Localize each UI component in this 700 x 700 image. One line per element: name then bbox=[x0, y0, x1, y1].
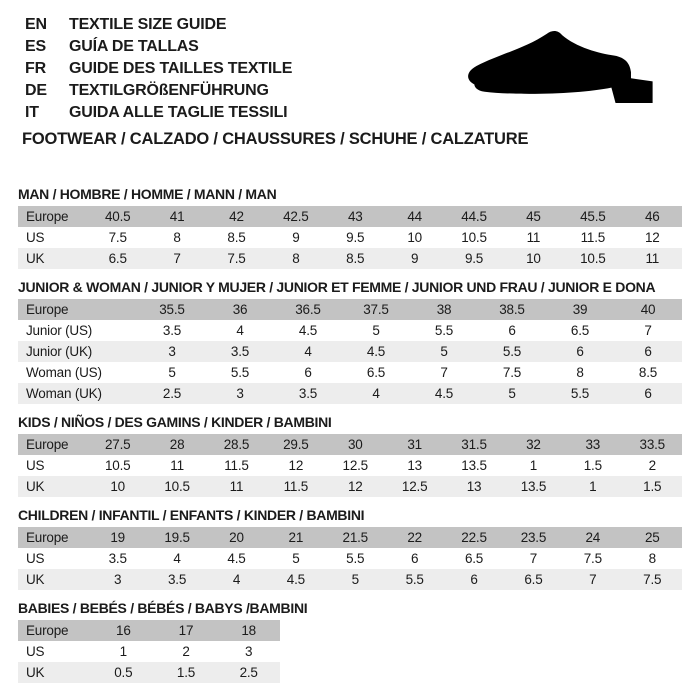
size-cell: 19.5 bbox=[164, 530, 190, 545]
row-label: Woman (US) bbox=[26, 365, 102, 380]
size-cell: 2 bbox=[648, 458, 656, 473]
size-cell: 8 bbox=[292, 251, 300, 266]
size-cell: 3 bbox=[168, 344, 176, 359]
size-cell: 18 bbox=[241, 623, 256, 638]
size-cell: 19 bbox=[110, 530, 125, 545]
section-title: BABIES / BEBÉS / BÉBÉS / BABYS /BAMBINI bbox=[18, 600, 308, 616]
row-label: Woman (UK) bbox=[26, 386, 102, 401]
size-cell: 22.5 bbox=[461, 530, 487, 545]
size-cell: 31 bbox=[407, 437, 422, 452]
row-label: Europe bbox=[26, 302, 69, 317]
size-cell: 3.5 bbox=[230, 344, 250, 359]
size-table-row bbox=[18, 476, 682, 497]
size-cell: 10.5 bbox=[104, 458, 131, 473]
size-cell: 8 bbox=[648, 551, 656, 566]
size-cell: 17 bbox=[178, 623, 194, 638]
size-cell: 6.5 bbox=[524, 572, 543, 587]
size-cell: 7.5 bbox=[583, 551, 602, 566]
size-table-row bbox=[18, 362, 682, 383]
size-cell: 16 bbox=[116, 623, 131, 638]
size-cell: 33 bbox=[585, 437, 601, 452]
size-table-header-row bbox=[18, 527, 682, 548]
size-cell: 37.5 bbox=[363, 302, 389, 317]
size-cell: 2 bbox=[182, 644, 190, 659]
size-cell: 6.5 bbox=[108, 251, 127, 266]
size-cell: 11 bbox=[229, 479, 244, 494]
row-label: UK bbox=[26, 251, 45, 266]
size-cell: 4.5 bbox=[286, 572, 305, 587]
size-cell: 11.5 bbox=[283, 479, 309, 494]
size-cell: 28 bbox=[169, 437, 185, 452]
size-table-row bbox=[18, 569, 682, 590]
size-cell: 7 bbox=[529, 551, 538, 566]
row-label: Europe bbox=[26, 437, 69, 452]
size-cell: 6 bbox=[644, 344, 652, 359]
size-cell: 44.5 bbox=[461, 209, 487, 224]
size-cell: 46 bbox=[644, 209, 660, 224]
size-cell: 33.5 bbox=[639, 437, 665, 452]
size-cell: 5.5 bbox=[570, 386, 590, 401]
size-cell: 9.5 bbox=[464, 251, 484, 266]
size-cell: 7 bbox=[440, 365, 448, 380]
size-cell: 1.5 bbox=[583, 458, 602, 473]
row-label: UK bbox=[26, 665, 45, 680]
size-table-header-row bbox=[18, 206, 682, 227]
size-cell: 10.5 bbox=[580, 251, 606, 266]
language-title: TEXTILGRÖßENFÜHRUNG bbox=[69, 82, 269, 99]
size-cell: 29.5 bbox=[283, 437, 309, 452]
row-label: US bbox=[26, 458, 45, 473]
size-cell: 0.5 bbox=[114, 665, 133, 680]
row-label: US bbox=[26, 230, 45, 245]
row-label: UK bbox=[26, 572, 45, 587]
language-title: GUÍA DE TALLAS bbox=[69, 38, 199, 55]
size-table-header-row bbox=[18, 434, 682, 455]
language-code: EN bbox=[25, 16, 47, 33]
size-cell: 40 bbox=[640, 302, 656, 317]
size-cell: 4 bbox=[232, 572, 241, 587]
size-cell: 4.5 bbox=[227, 551, 246, 566]
size-cell: 24 bbox=[585, 530, 601, 545]
size-cell: 3 bbox=[114, 572, 122, 587]
size-cell: 21.5 bbox=[342, 530, 368, 545]
size-cell: 21 bbox=[288, 530, 304, 545]
size-cell: 4 bbox=[236, 323, 244, 338]
size-cell: 8 bbox=[173, 230, 181, 245]
size-cell: 13.5 bbox=[461, 458, 487, 473]
size-cell: 35.5 bbox=[159, 302, 185, 317]
size-cell: 6 bbox=[304, 365, 312, 380]
size-table-row bbox=[18, 641, 280, 662]
size-cell: 9.5 bbox=[346, 230, 365, 245]
size-cell: 36.5 bbox=[295, 302, 321, 317]
size-table-row bbox=[18, 548, 682, 569]
row-label: Junior (US) bbox=[26, 323, 93, 338]
size-cell: 4.5 bbox=[366, 344, 386, 359]
size-cell: 42.5 bbox=[283, 209, 309, 224]
size-cell: 13 bbox=[466, 479, 482, 494]
size-table-row bbox=[18, 341, 682, 362]
size-cell: 1 bbox=[529, 458, 538, 473]
size-cell: 6.5 bbox=[366, 365, 386, 380]
size-cell: 45.5 bbox=[580, 209, 606, 224]
size-cell: 2.5 bbox=[162, 386, 182, 401]
row-label: US bbox=[26, 551, 45, 566]
size-table-babies bbox=[18, 620, 280, 683]
size-cell: 44 bbox=[407, 209, 422, 224]
size-cell: 5.5 bbox=[230, 365, 250, 380]
size-cell: 12 bbox=[347, 479, 363, 494]
size-table-children bbox=[18, 527, 682, 590]
size-table-row bbox=[18, 248, 682, 269]
size-cell: 39 bbox=[572, 302, 588, 317]
size-cell: 6.5 bbox=[570, 323, 590, 338]
size-cell: 6 bbox=[410, 551, 419, 566]
size-cell: 41 bbox=[169, 209, 185, 224]
size-cell: 28.5 bbox=[223, 437, 250, 452]
section-kids bbox=[18, 414, 682, 497]
size-cell: 5 bbox=[351, 572, 359, 587]
size-table-row bbox=[18, 455, 682, 476]
size-cell: 38.5 bbox=[499, 302, 525, 317]
size-tables bbox=[0, 186, 700, 683]
section-title: JUNIOR & WOMAN / JUNIOR Y MUJER / JUNIOR ET FEMME / JUNIOR UND FRAU / JUNIOR E DONA bbox=[18, 279, 656, 295]
size-cell: 6.5 bbox=[464, 551, 484, 566]
row-label: Europe bbox=[26, 623, 69, 638]
size-cell: 10 bbox=[110, 479, 125, 494]
size-cell: 5 bbox=[168, 365, 176, 380]
section-title: MAN / HOMBRE / HOMME / MANN / MAN bbox=[18, 186, 277, 202]
size-table-row bbox=[18, 227, 682, 248]
size-table-header-row bbox=[18, 299, 682, 320]
size-cell: 22 bbox=[407, 530, 422, 545]
size-cell: 4.5 bbox=[298, 323, 318, 338]
size-cell: 1.5 bbox=[643, 479, 662, 494]
size-cell: 8.5 bbox=[346, 251, 365, 266]
size-cell: 12 bbox=[288, 458, 304, 473]
size-table-header-row bbox=[18, 620, 280, 641]
size-cell: 1.5 bbox=[176, 665, 196, 680]
section-children bbox=[18, 507, 682, 590]
size-cell: 12.5 bbox=[401, 479, 428, 494]
size-cell: 13.5 bbox=[520, 479, 547, 494]
shoe-icon bbox=[460, 22, 666, 114]
section-man bbox=[18, 186, 682, 269]
size-cell: 43 bbox=[347, 209, 363, 224]
size-cell: 1 bbox=[119, 644, 127, 659]
size-cell: 7.5 bbox=[108, 230, 127, 245]
size-cell: 7 bbox=[173, 251, 181, 266]
section-babies bbox=[18, 600, 682, 683]
size-table-junior-woman bbox=[18, 299, 682, 404]
size-cell: 27.5 bbox=[104, 437, 131, 452]
size-cell: 10.5 bbox=[164, 479, 190, 494]
size-table-row bbox=[18, 662, 280, 683]
size-cell: 5.5 bbox=[502, 344, 522, 359]
category-line: FOOTWEAR / CALZADO / CHAUSSURES / SCHUHE / CALZATURE bbox=[22, 130, 529, 148]
language-code: IT bbox=[25, 104, 39, 121]
section-junior-woman bbox=[18, 279, 682, 404]
row-label: UK bbox=[26, 479, 45, 494]
size-cell: 4.5 bbox=[434, 386, 454, 401]
size-cell: 3.5 bbox=[162, 323, 182, 338]
language-title: GUIDE DES TAILLES TEXTILE bbox=[69, 60, 293, 77]
row-label: US bbox=[26, 644, 45, 659]
size-cell: 40.5 bbox=[104, 209, 131, 224]
size-cell: 7.5 bbox=[502, 365, 522, 380]
size-cell: 8.5 bbox=[638, 365, 658, 380]
size-cell: 11 bbox=[526, 230, 541, 245]
size-cell: 1 bbox=[589, 479, 597, 494]
size-cell: 10.5 bbox=[461, 230, 487, 245]
section-title: KIDS / NIÑOS / DES GAMINS / KINDER / BAMBINI bbox=[18, 414, 332, 430]
size-cell: 31.5 bbox=[461, 437, 487, 452]
size-cell: 3 bbox=[236, 386, 244, 401]
size-table-kids bbox=[18, 434, 682, 497]
size-table-row bbox=[18, 320, 682, 341]
size-cell: 11.5 bbox=[224, 458, 249, 473]
language-code: FR bbox=[25, 60, 46, 77]
row-label: Europe bbox=[26, 530, 69, 545]
language-title: TEXTILE SIZE GUIDE bbox=[69, 16, 227, 33]
size-cell: 13 bbox=[407, 458, 422, 473]
language-code: ES bbox=[25, 38, 46, 55]
size-cell: 23.5 bbox=[520, 530, 547, 545]
size-cell: 10 bbox=[407, 230, 422, 245]
row-label: Europe bbox=[26, 209, 69, 224]
size-cell: 4 bbox=[372, 386, 380, 401]
row-label: Junior (UK) bbox=[26, 344, 93, 359]
size-cell: 25 bbox=[644, 530, 660, 545]
size-cell: 42 bbox=[229, 209, 244, 224]
language-code: DE bbox=[25, 82, 47, 99]
size-cell: 5 bbox=[508, 386, 516, 401]
size-cell: 3 bbox=[245, 644, 253, 659]
size-cell: 11 bbox=[170, 458, 184, 473]
size-cell: 4 bbox=[304, 344, 312, 359]
size-cell: 9 bbox=[292, 230, 300, 245]
size-cell: 3.5 bbox=[298, 386, 318, 401]
size-cell: 5.5 bbox=[434, 323, 454, 338]
header bbox=[0, 0, 700, 148]
size-cell: 5 bbox=[292, 551, 300, 566]
size-cell: 2.5 bbox=[239, 665, 258, 680]
size-cell: 7 bbox=[589, 572, 597, 587]
size-cell: 7 bbox=[644, 323, 652, 338]
size-cell: 8.5 bbox=[227, 230, 246, 245]
size-cell: 9 bbox=[410, 251, 419, 266]
size-cell: 7.5 bbox=[227, 251, 246, 266]
size-cell: 11.5 bbox=[580, 230, 606, 245]
size-cell: 6 bbox=[508, 323, 516, 338]
size-cell: 5.5 bbox=[346, 551, 365, 566]
size-cell: 36 bbox=[232, 302, 248, 317]
size-cell: 6 bbox=[576, 344, 584, 359]
size-table-row bbox=[18, 383, 682, 404]
size-cell: 5.5 bbox=[405, 572, 424, 587]
size-cell: 12 bbox=[644, 230, 660, 245]
size-cell: 3.5 bbox=[168, 572, 187, 587]
size-cell: 45 bbox=[526, 209, 541, 224]
size-cell: 3.5 bbox=[108, 551, 127, 566]
size-table-man bbox=[18, 206, 682, 269]
size-cell: 20 bbox=[229, 530, 244, 545]
size-cell: 5 bbox=[372, 323, 380, 338]
size-cell: 30 bbox=[347, 437, 363, 452]
size-cell: 32 bbox=[526, 437, 541, 452]
section-title: CHILDREN / INFANTIL / ENFANTS / KINDER / BAMBINI bbox=[18, 507, 365, 523]
size-cell: 11 bbox=[645, 251, 660, 266]
language-title: GUIDA ALLE TAGLIE TESSILI bbox=[69, 104, 288, 121]
size-cell: 6 bbox=[470, 572, 478, 587]
size-cell: 10 bbox=[526, 251, 541, 266]
size-cell: 5 bbox=[440, 344, 448, 359]
size-cell: 7.5 bbox=[643, 572, 662, 587]
size-cell: 12.5 bbox=[342, 458, 368, 473]
size-cell: 6 bbox=[644, 386, 652, 401]
size-cell: 4 bbox=[173, 551, 181, 566]
size-cell: 8 bbox=[576, 365, 584, 380]
size-cell: 38 bbox=[436, 302, 452, 317]
